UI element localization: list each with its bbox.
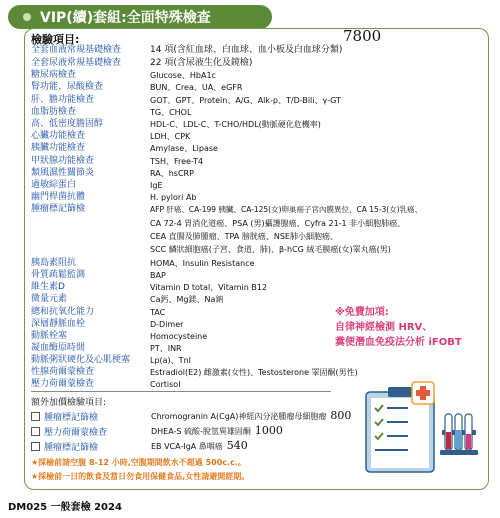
extra-desc [151, 424, 283, 437]
extra-desc [151, 439, 248, 452]
item-name: 心臟功能檢查 [31, 131, 86, 141]
item-name: 總和抗氧化能力 [31, 307, 95, 317]
clipboard-illustration [362, 378, 482, 474]
tumor-desc-line: CA 72-4 胃消化道癌、PSA (男)攝護腺癌、Cyfra 21-1 非小細胞肺癌、 [150, 219, 406, 228]
item-name: 動脈栓塞 [31, 331, 68, 341]
tumor-desc-line: SCC 鱗狀細胞癌(子宮、食道、肺)、β-hCG 絨毛膜癌(女)睪丸癌(男) [150, 245, 391, 254]
item-name: 甲狀腺功能檢查 [31, 156, 95, 166]
free-note-item: 糞便潛血免疫法分析 iFOBT [335, 337, 462, 348]
item-name: 凝血酶原時間 [31, 343, 86, 353]
extra-desc-text: Chromogranin A(CgA)神經內分泌腫瘤母細胞瘤 [151, 412, 327, 421]
free-addon-note [335, 305, 462, 350]
header-dot [23, 13, 31, 21]
item-name: 腫瘤標記篩檢 [31, 204, 86, 214]
item-desc: Glucose、HbA1c [150, 71, 216, 80]
item-desc: 22 項(含尿液生化及鏡檢) [150, 58, 253, 68]
item-desc: TG、CHOL [150, 108, 192, 117]
item-desc: TSH、Free-T4 [150, 157, 204, 166]
item-name: 高、低密度膽固醇 [31, 119, 104, 129]
item-desc: Homocysteine [150, 332, 208, 341]
item-desc: TAC [150, 308, 166, 317]
extra-name: 腫瘤標記篩檢 [44, 413, 99, 423]
item-name: 幽門桿菌抗體 [31, 192, 86, 202]
footer-code: DM025 一般套檢 2024 [8, 502, 122, 513]
item-name: 骨質疏鬆監測 [31, 270, 86, 280]
item-name: 壓力荷爾蒙檢查 [31, 379, 95, 389]
section-header [8, 5, 272, 29]
item-desc: Cortisol [150, 380, 181, 389]
item-desc: HDL-C、LDL-C、T-CHO/HDL(動脈硬化危機率) [150, 120, 321, 129]
item-name: 腎功能、尿酸檢查 [31, 82, 104, 92]
item-desc: D-Dimer [150, 320, 184, 329]
extra-checkbox[interactable] [31, 427, 40, 436]
item-desc: Lp(a)、TnI [150, 356, 191, 365]
item-desc: AFP 肝癌、CA-199 胰臟、CA-125(女)卵巢癌子宮內膜異位、CA 15-3(女)乳癌、 [150, 205, 423, 214]
section-title: VIP(續)套組:全面特殊檢查 [40, 10, 211, 26]
items-heading: 檢驗項目: [31, 33, 80, 46]
item-desc: LDH、CPK [150, 132, 191, 141]
tumor-desc-line: CEA 直腸及肺腫瘤、TPA 膀胱癌、NSE肺小細胞癌、 [150, 232, 338, 241]
item-name: 類風濕性關節炎 [31, 168, 95, 178]
item-desc: BUN、Crea、UA、eGFR [150, 83, 243, 92]
item-name: 過敏綜蛋白 [31, 180, 77, 190]
extra-checkbox[interactable] [31, 442, 40, 451]
extra-desc-text: EB VCA-IgA 鼻咽癌 [151, 442, 223, 451]
extra-desc [151, 409, 351, 422]
clipboard-clip-icon [388, 387, 412, 397]
free-note-title: ※免費加項: [335, 307, 389, 318]
item-desc: PT、INR [150, 344, 182, 353]
item-name: 肝、膽功能檢查 [31, 95, 95, 105]
extra-price: 800 [330, 409, 352, 422]
item-desc: HOMA、Insulin Resistance [150, 259, 255, 268]
item-name: 糖尿病檢查 [31, 70, 77, 80]
item-name: 動脈粥狀硬化及心肌梗塞 [31, 355, 131, 365]
item-desc: Estradiol(E2) 雌激素(女性)、Testosterone 睪固酮(男性) [150, 368, 358, 377]
section-divider [31, 391, 331, 392]
extra-name: 壓力荷爾蒙檢查 [44, 428, 108, 438]
extra-heading: 額外加價檢驗項目: [31, 398, 107, 408]
extra-price: 1000 [254, 424, 283, 437]
extra-checkbox[interactable] [31, 412, 40, 421]
package-price: 7800 [343, 27, 382, 45]
item-name: 性腺荷爾蒙檢查 [31, 367, 95, 377]
item-desc: RA、hsCRP [150, 169, 194, 178]
item-name: 微量元素 [31, 294, 68, 304]
item-name: 全套血液常規基礎檢查 [31, 45, 122, 55]
item-name: 深層靜脈血栓 [31, 319, 86, 329]
extra-option[interactable] [31, 425, 107, 438]
item-name: 胰臟功能檢查 [31, 143, 86, 153]
free-note-item: 自律神經檢測 HRV、 [335, 322, 433, 333]
extra-option[interactable] [31, 410, 98, 423]
item-desc: GOT、GPT、Protein、A/G、Alk-p、T/D-Bili、γ-GT [150, 96, 341, 105]
extra-price: 540 [226, 439, 248, 452]
item-desc: 14 項(含紅血球、白血球、血小板及白血球分類) [150, 45, 343, 55]
warning-fasting: ★採檢前請空腹 8-12 小時,空腹期間飲水不超過 500c.c.。 [31, 458, 246, 467]
item-name: 維生素D [31, 282, 65, 292]
item-desc: Amylase、Lipase [150, 144, 218, 153]
item-desc: Ca鈣、Mg鎂、Na鈉 [150, 295, 224, 304]
item-desc: BAP [150, 271, 166, 280]
item-name: 全套尿液常規基礎檢查 [31, 58, 122, 68]
item-name: 胰島素阻抗 [31, 258, 77, 268]
item-name: 血脂肪檢查 [31, 107, 77, 117]
extra-desc-text: DHEA-S 硫酸-脫氫異雄固酮 [151, 427, 251, 436]
item-desc: IgE [150, 181, 163, 190]
item-desc: Vitamin D total、Vitamin B12 [150, 283, 268, 292]
warning-diet: ★採檢前一日的飲食及當日勿食用保健食品,女性請避開經期。 [31, 472, 250, 481]
item-desc: H. pylori Ab [150, 193, 197, 202]
extra-name: 腫瘤標記篩檢 [44, 443, 99, 453]
extra-option[interactable] [31, 440, 98, 453]
